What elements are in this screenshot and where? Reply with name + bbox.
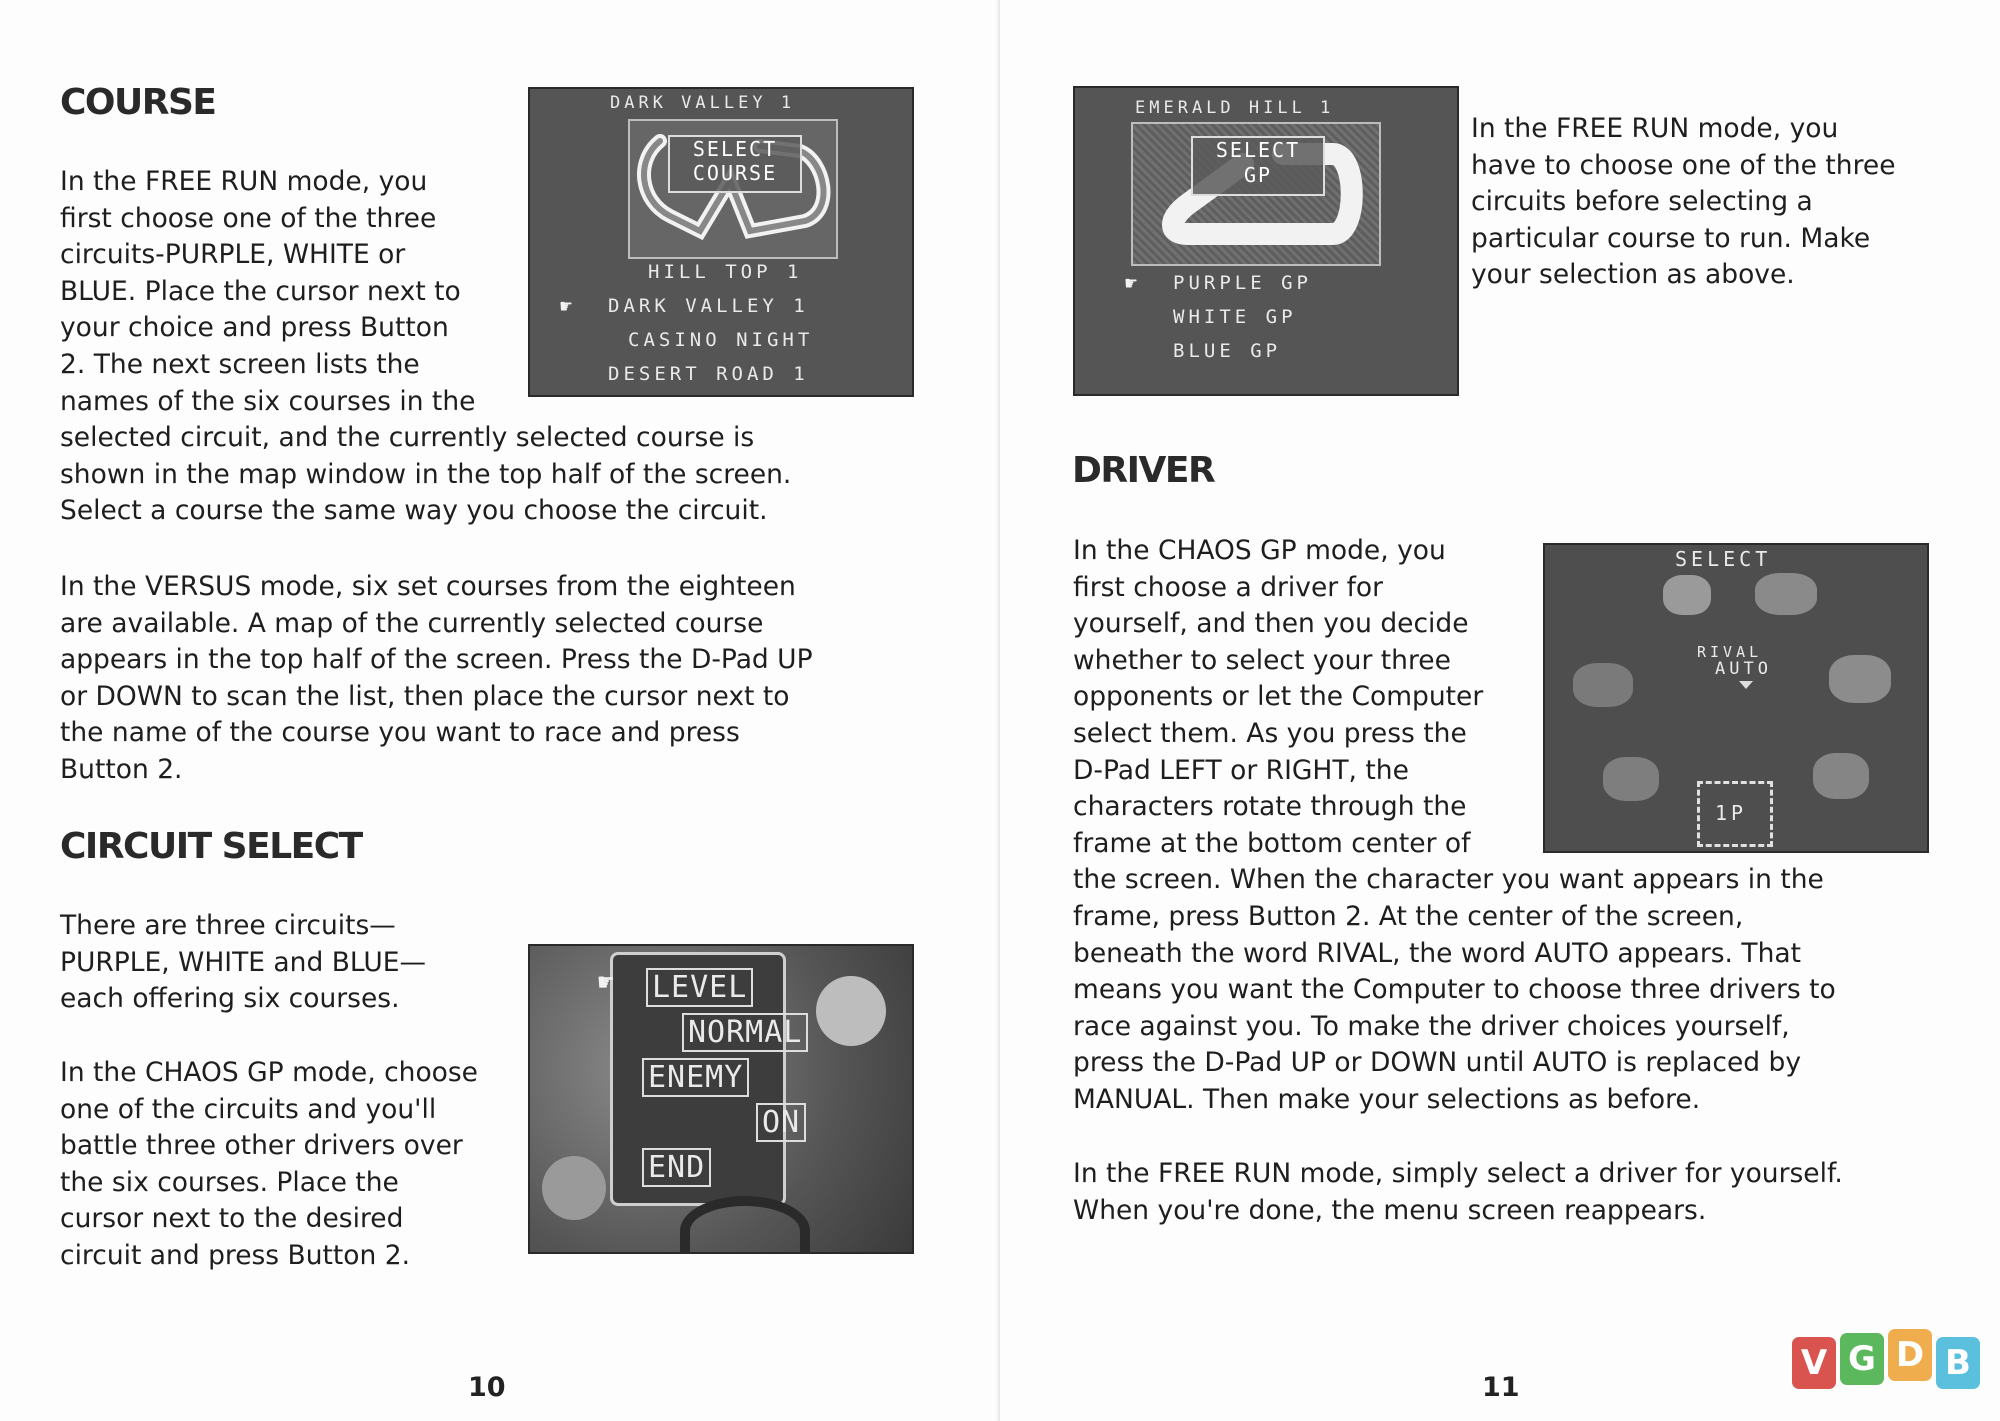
on-label: ON <box>756 1103 806 1142</box>
text-line: MANUAL. Then make your selections as before. <box>1073 1083 1701 1115</box>
pointer-hand-icon: ☛ <box>560 294 573 318</box>
gp-select-screenshot <box>1073 86 1459 396</box>
text-line: In the CHAOS GP mode, choose <box>60 1057 478 1088</box>
page-number-right: 11 <box>1482 1372 1520 1403</box>
driver-character-image <box>1829 655 1891 703</box>
text-line: In the VERSUS mode, six set courses from the eighteen <box>60 571 796 602</box>
text-line: selected circuit, and the currently selected course is <box>60 422 755 454</box>
circuit-paragraph-1 <box>60 908 426 1018</box>
text-line: beneath the word RIVAL, the word AUTO appears. That <box>1073 937 1801 969</box>
circuit-paragraph-2 <box>60 1055 478 1275</box>
text-line: first choose a driver for <box>1073 571 1384 603</box>
page-number-left: 10 <box>468 1372 506 1403</box>
text-line: BLUE. Place the cursor next to <box>60 275 461 307</box>
circuit-select-heading: CIRCUIT SELECT <box>60 826 362 867</box>
driver-character-image <box>1813 753 1869 799</box>
text-line: or DOWN to scan the list, then place the cursor next to <box>60 680 790 712</box>
text-line: In the CHAOS GP mode, you <box>1073 535 1446 566</box>
text-line: each offering six courses. <box>60 983 400 1015</box>
banner-line-2: COURSE <box>692 161 778 185</box>
logo-tile: D <box>1888 1329 1932 1381</box>
text-line: select them. As you press the <box>1073 717 1467 749</box>
course-item: HILL TOP 1 <box>648 261 803 283</box>
text-line: your choice and press Button <box>60 312 449 344</box>
course-select-screenshot <box>528 87 914 397</box>
pointer-hand-icon: ☛ <box>598 968 614 998</box>
logo-tile: V <box>1792 1337 1836 1389</box>
text-line: D-Pad LEFT or RIGHT, the <box>1073 754 1409 786</box>
circuit-select-screenshot <box>528 944 914 1254</box>
rival-label: RIVAL <box>1697 643 1763 661</box>
text-line: are available. A map of the currently selected course <box>60 607 764 639</box>
level-label: LEVEL <box>646 968 753 1007</box>
gp-item: BLUE GP <box>1173 340 1282 362</box>
tails-character-image <box>816 976 886 1046</box>
text-line: 2. The next screen lists the <box>60 348 420 380</box>
text-line: yourself, and then you decide <box>1073 608 1469 640</box>
text-line: PURPLE, WHITE and BLUE— <box>60 946 426 978</box>
text-line: cursor next to the desired <box>60 1203 404 1235</box>
normal-label: NORMAL <box>682 1013 808 1052</box>
logo-tile: G <box>1840 1333 1884 1385</box>
text-line: characters rotate through the <box>1073 791 1467 823</box>
text-line: frame at the bottom center of <box>1073 827 1471 859</box>
text-line: Select a course the same way you choose the circuit. <box>60 495 768 527</box>
end-label: END <box>642 1148 711 1187</box>
text-line: appears in the top half of the screen. Press the D-Pad UP <box>60 644 813 676</box>
driver-heading: DRIVER <box>1072 450 1215 491</box>
text-line: whether to select your three <box>1073 644 1451 676</box>
text-line: the screen. When the character you want appears in the <box>1073 864 1824 896</box>
gp-item-selected: PURPLE GP <box>1173 272 1312 294</box>
text-line: In the FREE RUN mode, you <box>1471 113 1839 144</box>
player-1p-label: 1P <box>1715 801 1748 825</box>
course-item-selected: DARK VALLEY 1 <box>608 295 809 317</box>
banner-line-1: SELECT <box>1215 138 1301 162</box>
right-page <box>1000 0 2000 1421</box>
screenshot-top-label: DARK VALLEY 1 <box>610 93 796 113</box>
text-line: Button 2. <box>60 753 183 785</box>
text-line: When you're done, the menu screen reappears. <box>1073 1194 1707 1226</box>
enemy-label: ENEMY <box>642 1058 749 1097</box>
course-heading: COURSE <box>60 82 216 123</box>
driver-select-screenshot <box>1543 543 1929 853</box>
auto-label: AUTO <box>1715 659 1772 679</box>
gp-map-window <box>1131 122 1381 266</box>
text-line: the six courses. Place the <box>60 1166 399 1198</box>
text-line: frame, press Button 2. At the center of the screen, <box>1073 900 1744 932</box>
text-line: names of the six courses in the <box>60 385 476 417</box>
logo-tile: B <box>1936 1337 1980 1389</box>
text-line: shown in the map window in the top half of the screen. <box>60 458 792 490</box>
screenshot-top-label: EMERALD HILL 1 <box>1135 98 1335 118</box>
down-arrow-icon <box>1739 681 1753 689</box>
course-paragraph-2 <box>60 569 813 789</box>
course-map-window <box>628 119 838 259</box>
driver-paragraph-2 <box>1073 1156 1843 1229</box>
text-line: the name of the course you want to race and press <box>60 717 740 749</box>
select-course-banner <box>668 135 802 193</box>
text-line: battle three other drivers over <box>60 1130 463 1162</box>
select-label: SELECT <box>1675 547 1772 571</box>
driver-character-image <box>1663 575 1711 615</box>
text-line: circuit and press Button 2. <box>60 1239 411 1271</box>
text-line: There are three circuits— <box>60 910 396 941</box>
free-run-intro-paragraph <box>1471 111 1896 294</box>
text-line: means you want the Computer to choose three drivers to <box>1073 974 1836 1006</box>
text-line: your selection as above. <box>1471 259 1795 291</box>
driver-character-image <box>1603 757 1659 801</box>
course-item: DESERT ROAD 1 <box>608 363 809 385</box>
driver-character-image <box>1755 573 1817 615</box>
banner-line-2: GP <box>1243 163 1273 187</box>
knuckles-character-image <box>542 1156 606 1220</box>
text-line: circuits-PURPLE, WHITE or <box>60 239 406 271</box>
pointer-hand-icon: ☛ <box>1125 271 1138 295</box>
select-gp-banner <box>1191 136 1325 196</box>
course-item: CASINO NIGHT <box>628 329 814 351</box>
text-line: particular course to run. Make <box>1471 222 1871 254</box>
text-line: first choose one of the three <box>60 202 437 234</box>
vgdb-watermark-logo <box>1792 1333 1998 1393</box>
text-line: circuits before selecting a <box>1471 186 1813 218</box>
text-line: press the D-Pad UP or DOWN until AUTO is replaced by <box>1073 1047 1802 1079</box>
text-line: In the FREE RUN mode, simply select a driver for yourself. <box>1073 1158 1843 1189</box>
gp-item: WHITE GP <box>1173 306 1297 328</box>
text-line: In the FREE RUN mode, you <box>60 166 428 197</box>
text-line: have to choose one of the three <box>1471 149 1896 181</box>
text-line: opponents or let the Computer <box>1073 681 1484 713</box>
driver-character-image <box>1573 663 1633 707</box>
text-line: one of the circuits and you'll <box>60 1093 437 1125</box>
banner-line-1: SELECT <box>692 137 778 161</box>
text-line: race against you. To make the driver choices yourself, <box>1073 1010 1790 1042</box>
